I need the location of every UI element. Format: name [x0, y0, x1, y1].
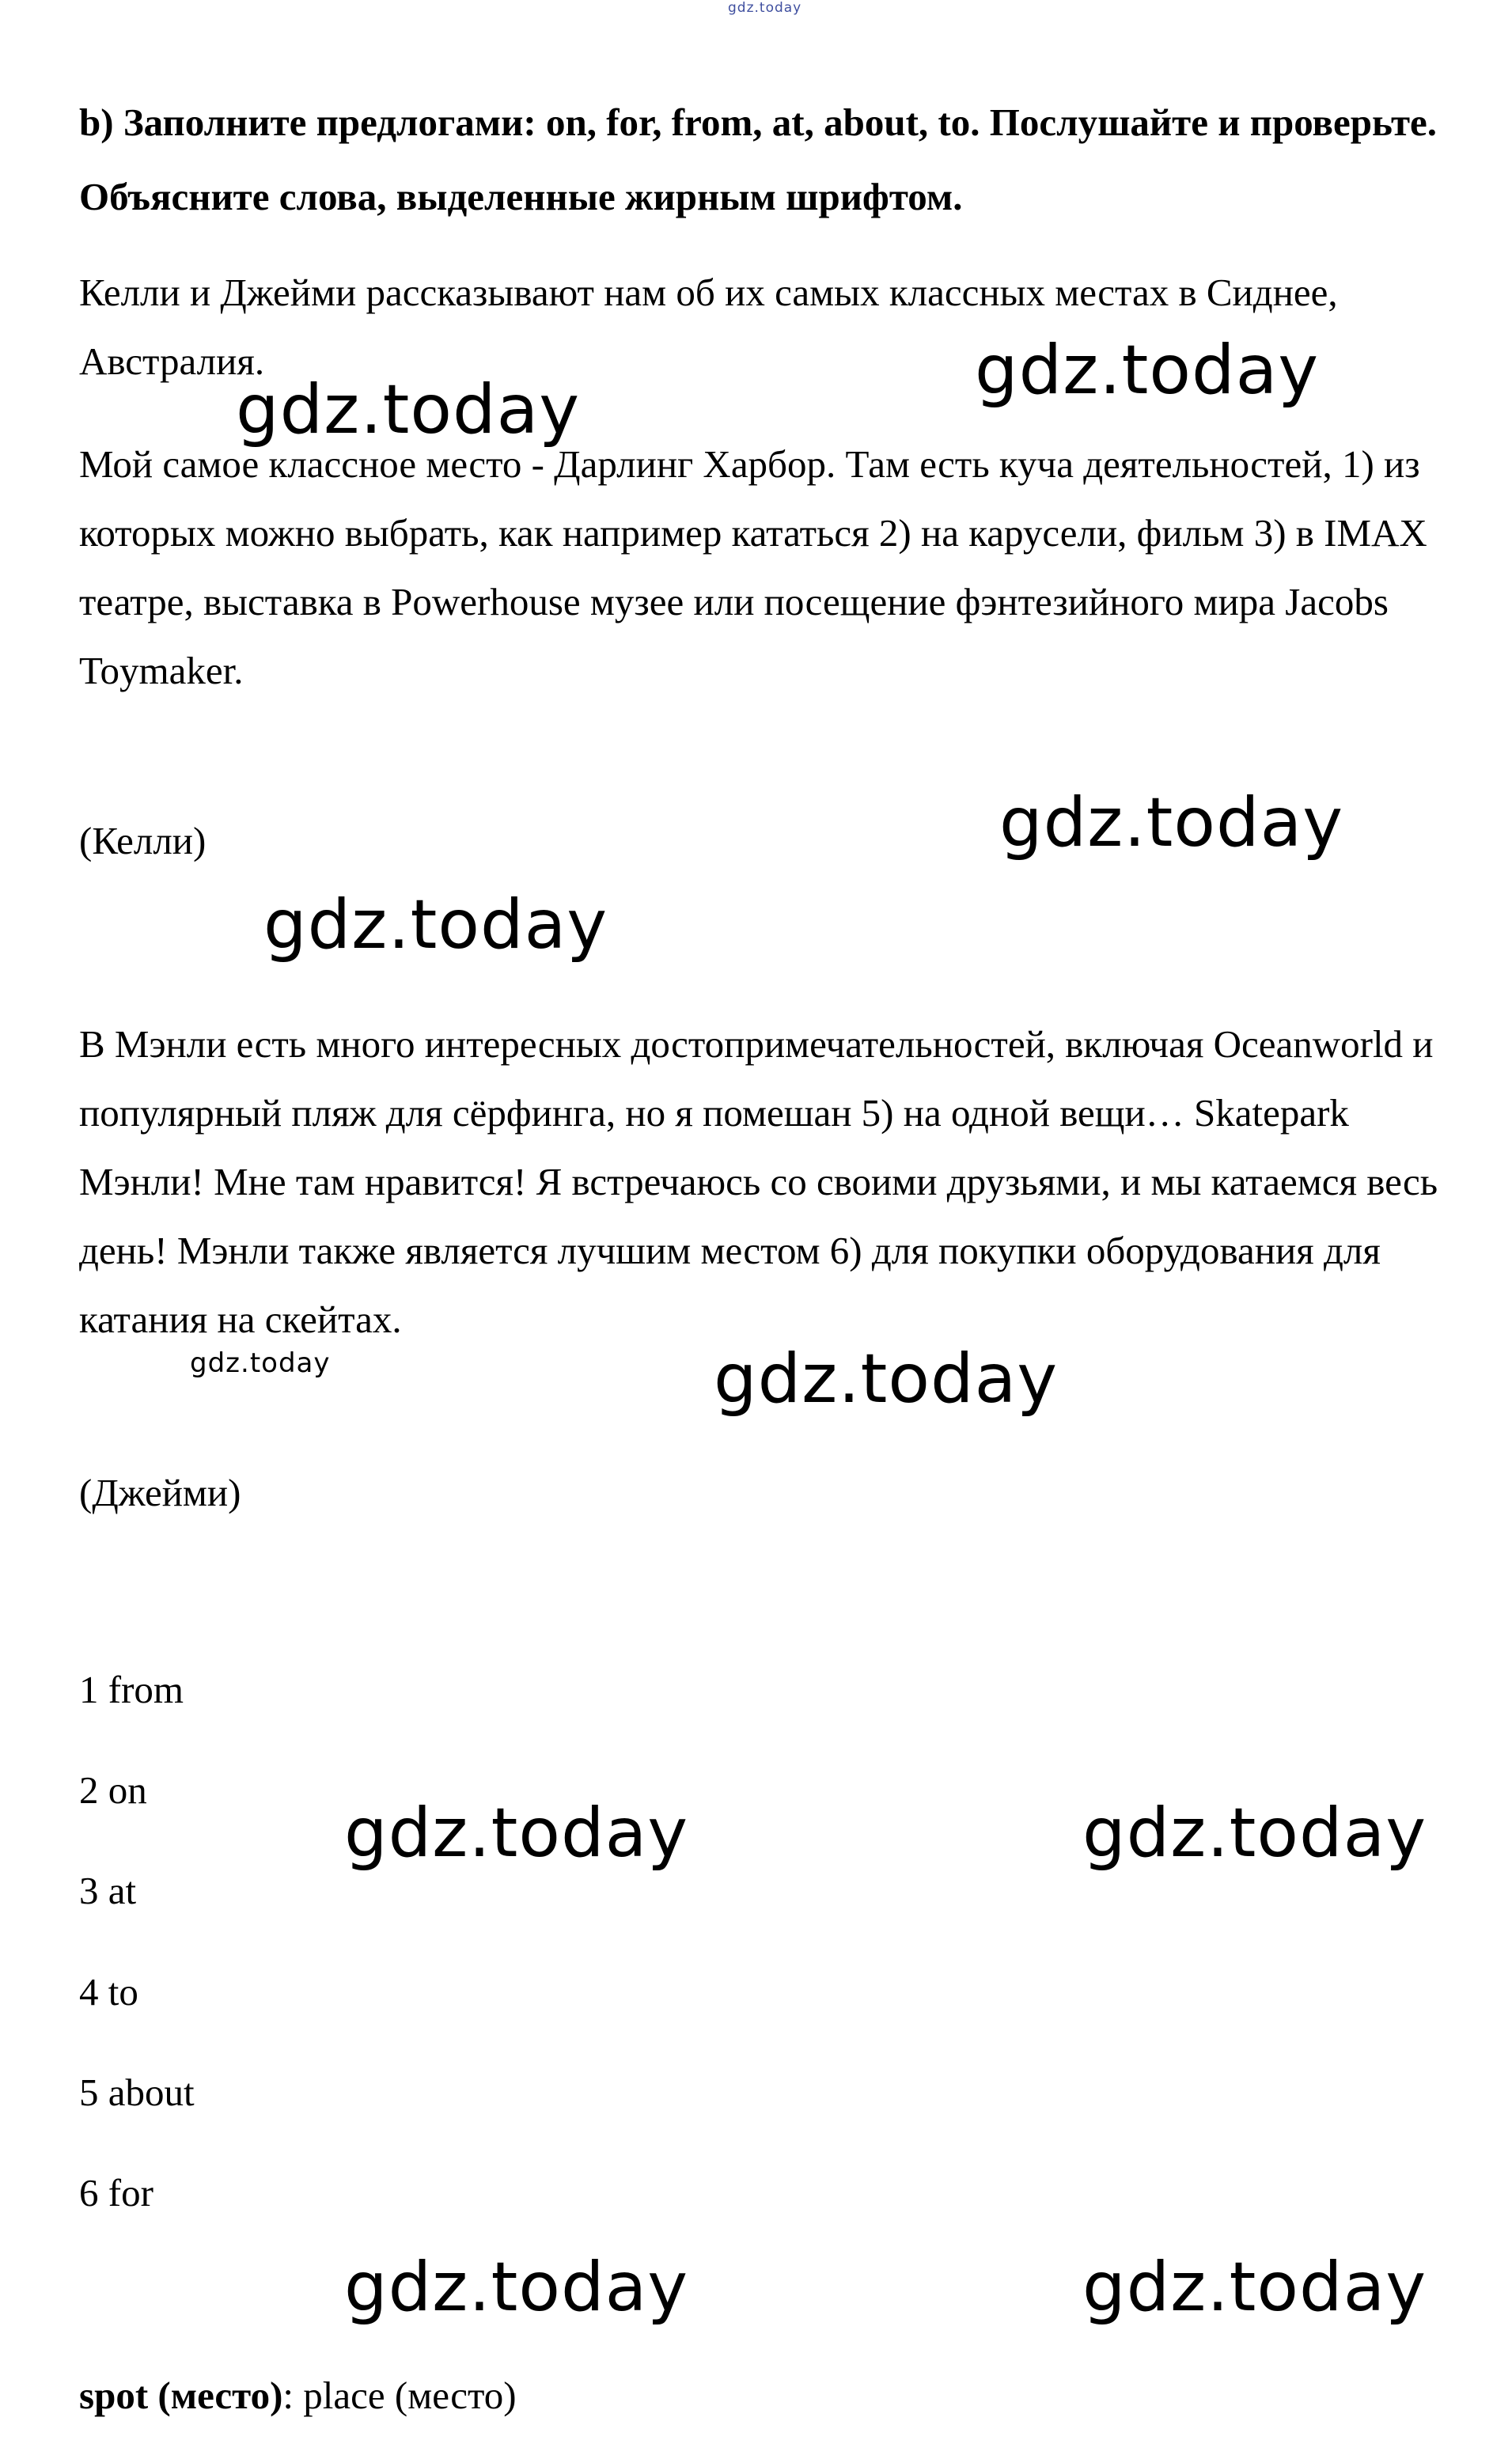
watermark: gdz.today — [714, 1339, 1059, 1419]
vocabulary-term: spot (место) — [79, 2374, 283, 2417]
answer-item: 6 for — [79, 2171, 153, 2215]
watermark-top: gdz.today — [728, 0, 802, 16]
answer-item: 1 from — [79, 1668, 184, 1711]
answer-item: 3 at — [79, 1869, 137, 1912]
answer-item: 5 about — [79, 2071, 195, 2114]
watermark: gdz.today — [263, 885, 608, 964]
vocabulary-definition: : place (место) — [282, 2374, 517, 2417]
watermark: gdz.today — [344, 2248, 689, 2327]
intro-paragraph: Келли и Джейми рассказывают нам об их самых классных местах в Сиднее, Австралия. — [79, 271, 1338, 383]
answer-item: 4 to — [79, 1970, 138, 2014]
watermark: gdz.today — [190, 1347, 331, 1379]
kelly-paragraph: Мой самое классное место - Дарлинг Харбор. Там есть куча деятельностей, 1) из которых можно выбрать, как например кататься 2) на карусели, фильм 3) в IMAX театре, выставка в Powerhouse музее или посещение фэнтезийного мира Jacobs Toymaker. — [79, 442, 1427, 692]
watermark: gdz.today — [1082, 2248, 1427, 2327]
answer-item: 2 on — [79, 1768, 147, 1812]
watermark: gdz.today — [1082, 1794, 1427, 1873]
jamie-paragraph: В Мэнли есть много интересных достопримечательностей, включая Oceanworld и популярный пляж для сёрфинга, но я помешан 5) на одной вещи… Skatepark Мэнли! Мне там нравится! Я встречаюсь со своими друзьями, и мы катаемся весь день! Мэнли также является лучшим местом 6) для покупки оборудования для катания на скейтах. — [79, 1022, 1438, 1341]
watermark: gdz.today — [999, 783, 1344, 862]
task-instruction: b) Заполните предлогами: on, for, from, at, about, to. Послушайте и проверьте. Объясните слова, выделенные жирным шрифтом. — [79, 100, 1438, 218]
jamie-signature: (Джейми) — [79, 1471, 241, 1514]
watermark: gdz.today — [344, 1794, 689, 1873]
watermark: gdz.today — [975, 331, 1320, 410]
vocabulary-entry — [79, 2372, 517, 2419]
kelly-signature: (Келли) — [79, 819, 207, 862]
watermark: gdz.today — [236, 370, 581, 449]
